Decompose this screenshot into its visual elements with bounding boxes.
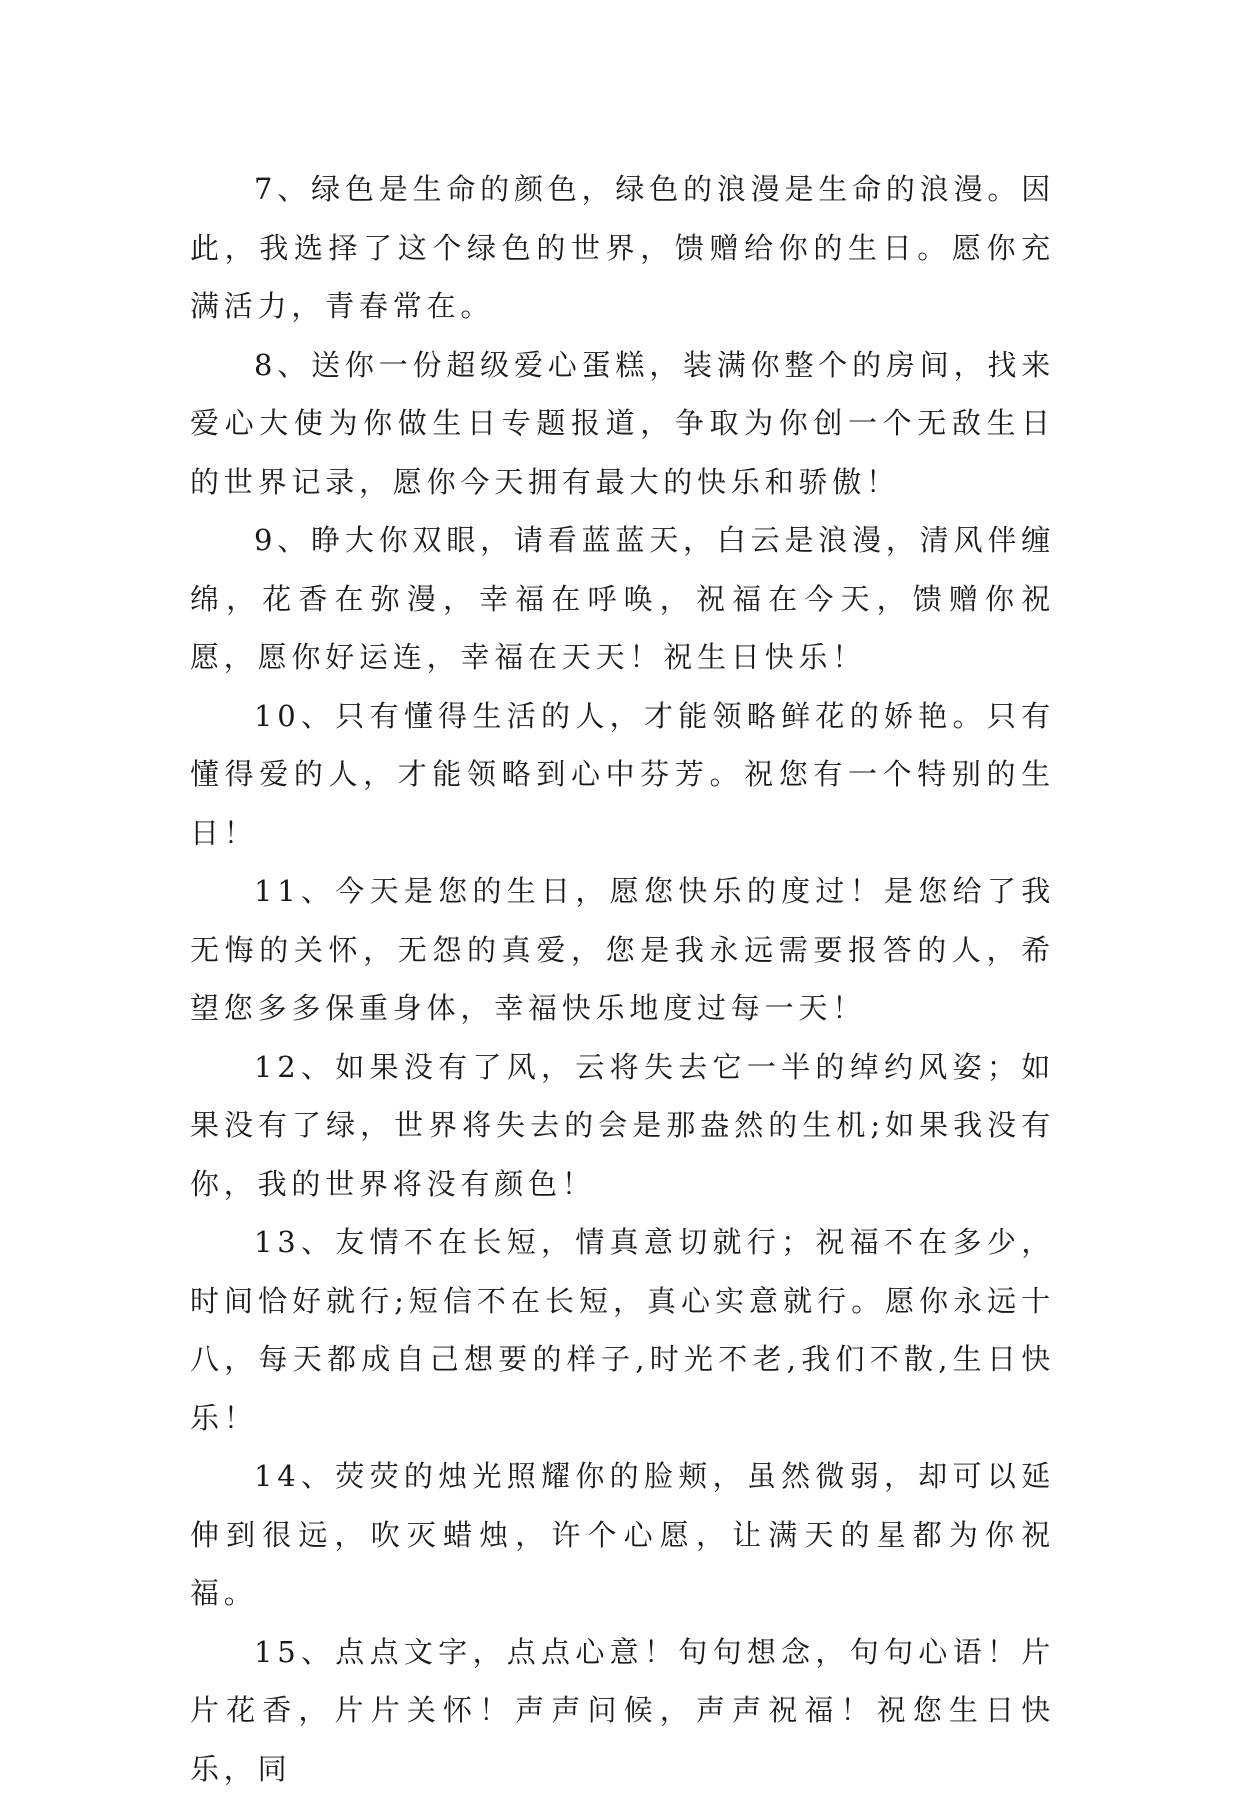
paragraph-9: 9、睁大你双眼，请看蓝蓝天，白云是浪漫，清风伴缠绵，花香在弥漫，幸福在呼唤，祝福在今天，馈赠你祝愿，愿你好运连，幸福在天天！祝生日快乐！ (190, 511, 1055, 687)
paragraph-14: 14、荧荧的烛光照耀你的脸颊，虽然微弱，却可以延伸到很远，吹灭蜡烛，许个心愿，让满天的星都为你祝福。 (190, 1447, 1055, 1623)
paragraph-7: 7、绿色是生命的颜色，绿色的浪漫是生命的浪漫。因此，我选择了这个绿色的世界，馈赠给你的生日。愿你充满活力，青春常在。 (190, 160, 1055, 336)
paragraph-12: 12、如果没有了风，云将失去它一半的绰约风姿；如果没有了绿，世界将失去的会是那盎然的生机;如果我没有你，我的世界将没有颜色！ (190, 1038, 1055, 1214)
paragraph-10: 10、只有懂得生活的人，才能领略鲜花的娇艳。只有懂得爱的人，才能领略到心中芬芳。祝您有一个特别的生日！ (190, 687, 1055, 863)
document-body (190, 160, 1055, 1798)
paragraph-8: 8、送你一份超级爱心蛋糕，装满你整个的房间，找来爱心大使为你做生日专题报道，争取为你创一个无敌生日的世界记录，愿你今天拥有最大的快乐和骄傲！ (190, 336, 1055, 512)
paragraph-13: 13、友情不在长短，情真意切就行；祝福不在多少，时间恰好就行;短信不在长短，真心实意就行。愿你永远十八，每天都成自己想要的样子,时光不老,我们不散,生日快乐！ (190, 1213, 1055, 1447)
paragraph-11: 11、今天是您的生日，愿您快乐的度过！是您给了我无悔的关怀，无怨的真爱，您是我永远需要报答的人，希望您多多保重身体，幸福快乐地度过每一天！ (190, 862, 1055, 1038)
paragraph-15: 15、点点文字，点点心意！句句想念，句句心语！片片花香，片片关怀！声声问候，声声祝福！祝您生日快乐，同 (190, 1623, 1055, 1798)
